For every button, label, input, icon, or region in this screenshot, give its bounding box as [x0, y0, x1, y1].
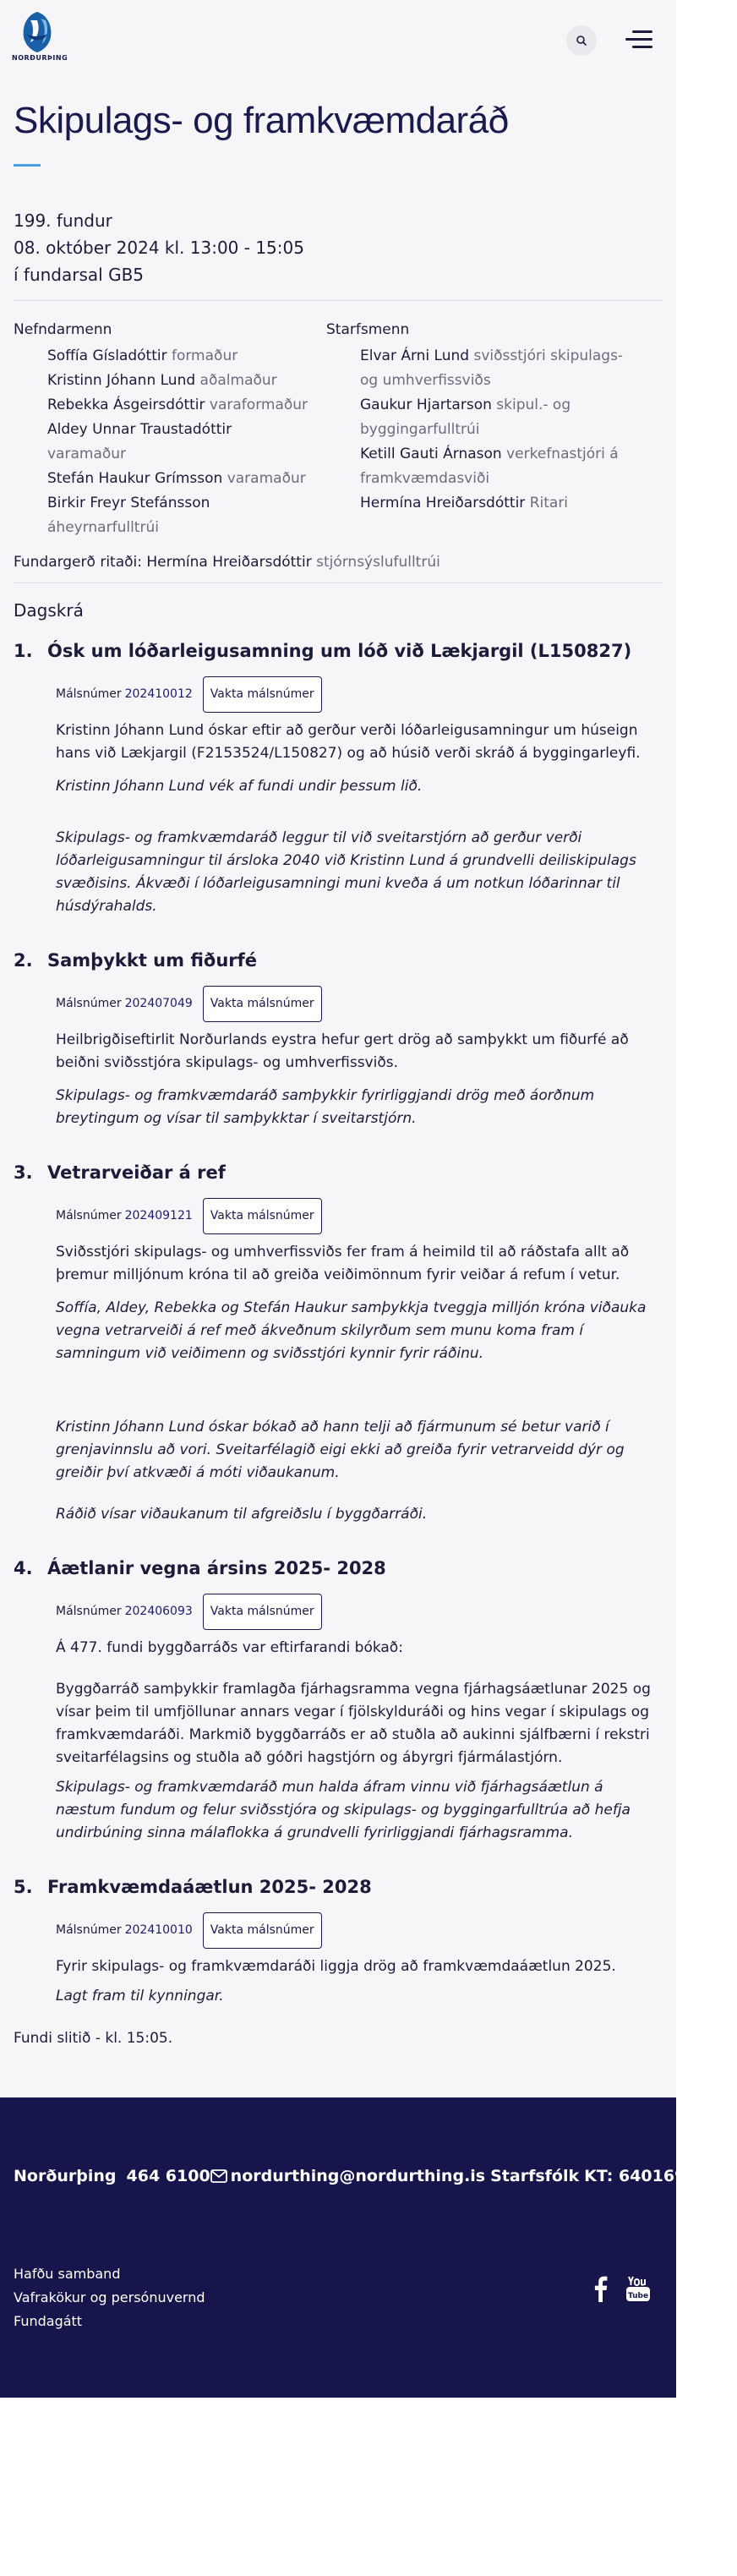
footer-email-link[interactable]: [210, 2167, 485, 2185]
member-name: Gaukur Hjartarson: [360, 397, 492, 413]
agenda-item-title: Vetrarveiðar á ref: [47, 1162, 226, 1183]
case-row: [56, 986, 663, 1022]
logo-text: NORÐURÞING: [12, 54, 68, 62]
agenda-item-title: Ósk um lóðarleigusamning um lóð við Lækjargil (L150827): [47, 641, 632, 661]
agenda-item-number: 3.: [14, 1162, 33, 1183]
meeting-date: 08. október 2024 kl. 13:00 - 15:05: [14, 238, 304, 258]
menu-button[interactable]: [622, 27, 652, 52]
committee-column: [14, 318, 326, 540]
committee-member: [14, 467, 326, 491]
member-role: varaformaður: [209, 397, 308, 413]
menu-bar-icon: [625, 38, 652, 41]
facebook-icon[interactable]: [592, 2275, 609, 2302]
agenda-item-note: Ráðið vísar viðaukanum til afgreiðslu í byggðarráði.: [56, 1506, 428, 1523]
member-role: formaður: [171, 347, 238, 364]
footer-kt: KT: 640169-5599: [584, 2167, 737, 2185]
agenda-item-heading: [14, 1558, 663, 1578]
member-name: Ketill Gauti Árnason: [360, 446, 502, 462]
committee-heading: Nefndarmenn: [14, 321, 112, 338]
agenda-item-note: Skipulags- og framkvæmdaráð mun halda áfram vinnu við fjárhagsáætlun á næstum fundum og felur sviðsstjóra og skipulags- og byggingarfulltrúa að hefja undirbúning sinna málaflokka á grundvelli fyrirliggjandi fjárhagsramma.: [56, 1779, 631, 1841]
agenda-item-body: [14, 1198, 663, 1526]
footer-staff-link[interactable]: Starfsfólk: [490, 2167, 580, 2185]
logo-icon: [12, 8, 63, 56]
minutes-by: [14, 554, 663, 571]
agenda-item-number: 4.: [14, 1558, 33, 1578]
agenda-item-text: Fyrir skipulags- og framkvæmdaráði liggja drög að framkvæmdaáætlun 2025.: [56, 1958, 616, 1975]
agenda-item: [14, 641, 663, 918]
case-label: Málsnúmer: [56, 997, 122, 1010]
staff-heading: Starfsmenn: [326, 321, 410, 338]
committee-member: [14, 393, 326, 418]
footer-link-meetings[interactable]: Fundagátt: [14, 2313, 83, 2329]
member-name: Rebekka Ásgeirsdóttir: [47, 397, 205, 413]
meeting-number: 199. fundur: [14, 211, 112, 231]
agenda-item-number: 5.: [14, 1877, 33, 1897]
attendees: [14, 318, 663, 540]
agenda-item-text: Sviðsstjóri skipulags- og umhverfissviðs fer fram á heimild til að ráðstafa allt að þremur milljónum króna til að greiða veiðimönnum fyrir veiðar á refum í vetur.: [56, 1244, 630, 1283]
footer-phone[interactable]: 464 6100: [126, 2167, 210, 2185]
case-number[interactable]: 202410012: [124, 687, 193, 701]
staff-member: [326, 393, 639, 442]
agenda-item: [14, 1558, 663, 1845]
member-name: Kristinn Jóhann Lund: [47, 372, 196, 389]
minutes-role: stjórnsýslufulltrúi: [316, 554, 440, 571]
watch-case-button[interactable]: Vakta málsnúmer: [203, 676, 322, 713]
member-role: Ritari: [529, 495, 569, 511]
case-label: Málsnúmer: [56, 1209, 122, 1222]
agenda-item-note: Soffía, Aldey, Rebekka og Stefán Haukur samþykkja tveggja milljón króna viðauka vegna vetrarveiði á ref með ákveðnum skilyrðum sem munu koma fram í samningum við veiðimenn og sviðsstjóri kynnir fyrir ráðinu.: [56, 1299, 647, 1362]
member-name: Birkir Freyr Stefánsson: [47, 495, 210, 511]
committee-member: [14, 369, 326, 393]
member-name: Hermína Hreiðarsdóttir: [360, 495, 526, 511]
divider: [14, 582, 663, 583]
agenda-item-body: [14, 1594, 663, 1845]
menu-bar-icon: [632, 30, 652, 33]
agenda-item-title: Áætlanir vegna ársins 2025- 2028: [47, 1558, 386, 1578]
agenda-item-note: Kristinn Jóhann Lund óskar bókað að hann telji að fjármunum sé betur varið í grenjavinnslu að vori. Sveitarfélagið eigi ekki að greiða fyrir vetrarveidd dýr og greiðir því atkvæði á móti viðaukanum.: [56, 1419, 625, 1481]
agenda-item-text: Kristinn Jóhann Lund óskar eftir að gerður verði lóðarleigusamningur um húseign hans við Lækjargil (F2153524/L150827) og að húsið verði skráð á byggingarleyfi.: [56, 722, 641, 762]
member-name: Stefán Haukur Grímsson: [47, 470, 223, 487]
agenda-item-heading: [14, 1162, 663, 1183]
menu-bar-icon: [632, 46, 652, 48]
meeting-closing: Fundi slitið - kl. 15:05.: [14, 2030, 173, 2047]
watch-case-button[interactable]: Vakta málsnúmer: [203, 986, 322, 1022]
case-label: Málsnúmer: [56, 1923, 122, 1937]
agenda-item-text: Á 477. fundi byggðarráðs var eftirfarandi bókað:: [56, 1639, 403, 1656]
agenda-item-heading: [14, 950, 663, 971]
footer-brand: Norðurþing: [14, 2167, 117, 2185]
title-underline: [14, 164, 41, 167]
case-row: [56, 1198, 663, 1234]
staff-member: [326, 491, 639, 516]
agenda-heading: Dagskrá: [14, 600, 84, 621]
agenda-item-title: Samþykkt um fiðurfé: [47, 950, 258, 971]
member-role: varamaður: [227, 470, 306, 487]
member-role: verkefnastjóri á framkvæmdasviði: [360, 446, 619, 487]
content: [0, 100, 676, 2047]
watch-case-button[interactable]: Vakta málsnúmer: [203, 1594, 322, 1630]
agenda-item-body: [14, 676, 663, 918]
committee-member: [14, 344, 326, 369]
agenda-item: [14, 1877, 663, 2008]
page-title: Skipulags- og framkvæmdaráð: [14, 100, 509, 141]
agenda-item-text: Heilbrigðiseftirlit Norðurlands eystra hefur gert drög að samþykkt um fiðurfé að beiðni sviðsstjóra skipulags- og umhverfissviðs.: [56, 1031, 629, 1071]
agenda-item-number: 1.: [14, 641, 33, 661]
agenda-item-heading: [14, 641, 663, 661]
case-number[interactable]: 202409121: [124, 1209, 193, 1222]
footer-links: [14, 2262, 205, 2333]
footer-contact-row: [14, 2167, 737, 2185]
watch-case-button[interactable]: Vakta málsnúmer: [203, 1912, 322, 1949]
site-footer: [0, 2097, 737, 2398]
case-number[interactable]: 202410010: [124, 1923, 193, 1937]
agenda-item-note: Skipulags- og framkvæmdaráð leggur til við sveitarstjórn að gerður verði lóðarleigusamningur til ársloka 2040 við Kristinn Lund á grundvelli deiliskipulags svæðisins. Ákvæði í lóðarleigusamningi muni kveða á um notkun lóðarinnar til húsdýrahalds.: [56, 829, 636, 915]
minutes-label: Fundargerð ritaði: Hermína Hreiðarsdóttir: [14, 554, 312, 571]
watch-case-button[interactable]: Vakta málsnúmer: [203, 1198, 322, 1234]
staff-member: [326, 442, 639, 491]
search-button[interactable]: [566, 25, 597, 56]
member-role: áheyrnarfulltrúi: [47, 519, 159, 536]
agenda-item-text: Byggðarráð samþykkir framlagða fjárhagsramma vegna fjárhagsáætlunar 2025 og vísar þeim til umfjöllunar annars vegar í fjölskylduráði og hins vegar í skipulags og framkvæmdaráði. Markmið byggðarráðs er að stuðla að aukinni sjálfbærni í rekstri sveitarfélagsins og stuðla að góðri hagstjórn og ábyrgri fjármálastjórn.: [56, 1681, 651, 1766]
case-label: Málsnúmer: [56, 1605, 122, 1618]
agenda-item-note: Lagt fram til kynningar.: [56, 1988, 224, 2004]
agenda-item-body: [14, 986, 663, 1130]
member-name: Elvar Árni Lund: [360, 347, 470, 364]
case-number[interactable]: 202406093: [124, 1605, 193, 1618]
search-icon: [576, 35, 587, 46]
footer-social: [592, 2275, 651, 2302]
agenda-item-number: 2.: [14, 950, 33, 971]
case-row: [56, 676, 663, 713]
mail-icon: [210, 2169, 227, 2183]
case-label: Málsnúmer: [56, 687, 122, 701]
member-role: varamaður: [47, 446, 127, 462]
agenda-item-heading: [14, 1877, 663, 1897]
agenda-item-note: Kristinn Jóhann Lund vék af fundi undir þessum lið.: [56, 778, 423, 795]
meeting-info: [14, 207, 663, 288]
committee-member: [14, 418, 326, 467]
footer-email: nordurthing@nordurthing.is: [230, 2167, 486, 2185]
member-role: aðalmaður: [199, 372, 277, 389]
case-row: [56, 1912, 663, 1949]
member-name: Aldey Unnar Traustadóttir: [47, 421, 232, 438]
youtube-icon[interactable]: [625, 2275, 651, 2302]
agenda-item-body: [14, 1912, 663, 2008]
site-header: [0, 0, 676, 81]
footer-link-privacy[interactable]: Vafrakökur og persónuvernd: [14, 2289, 205, 2305]
svg-text:Tube: Tube: [627, 2292, 649, 2300]
case-row: [56, 1594, 663, 1630]
agenda-item-title: Framkvæmdaáætlun 2025- 2028: [47, 1877, 372, 1897]
committee-member: [14, 491, 326, 540]
agenda-item: [14, 950, 663, 1130]
agenda-item: [14, 1162, 663, 1526]
member-role: skipul.- og byggingarfulltrúi: [360, 397, 571, 438]
staff-member: [326, 344, 639, 393]
footer-link-contact[interactable]: Hafðu samband: [14, 2266, 121, 2282]
agenda-item-note: Skipulags- og framkvæmdaráð samþykkir fyrirliggjandi drög með áorðnum breytingum og vísar til samþykktar í sveitarstjórn.: [56, 1087, 595, 1127]
meeting-place: í fundarsal GB5: [14, 265, 145, 285]
case-number[interactable]: 202407049: [124, 997, 193, 1010]
member-role: sviðsstjóri skipulags- og umhverfissviðs: [360, 347, 624, 389]
member-name: Soffía Gísladóttir: [47, 347, 167, 364]
staff-column: [326, 318, 639, 540]
divider: [14, 300, 663, 301]
